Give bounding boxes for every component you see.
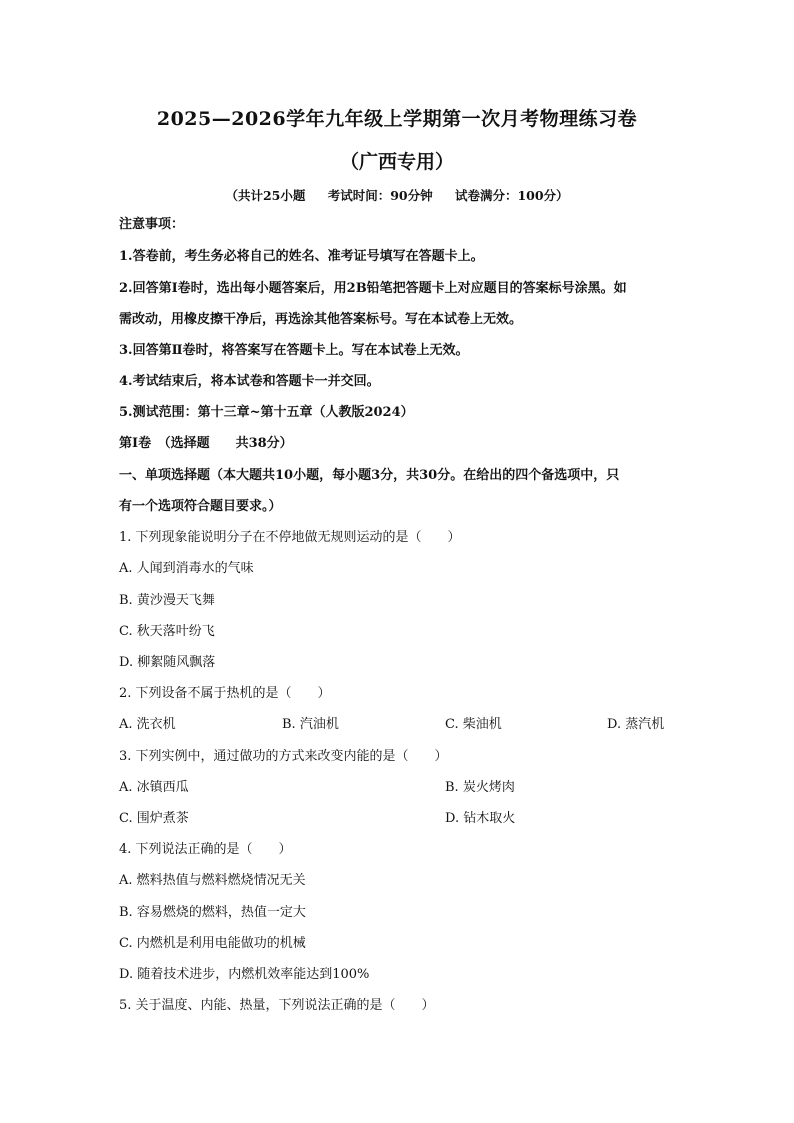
question-stem: 3. 下列实例中，通过做功的方式来改变内能的是（ ）: [119, 749, 448, 764]
notes-heading: 注意事项：: [119, 217, 185, 232]
option-b: B. 黄沙漫天飞舞: [119, 593, 215, 608]
option-c: C. 围炉煮茶: [119, 811, 189, 826]
option-a: A. 人闻到消毒水的气味: [119, 561, 254, 576]
note-item: 1.答卷前，考生务必将自己的姓名、准考证号填写在答题卡上。: [119, 249, 484, 264]
question-stem: 5. 关于温度、内能、热量，下列说法正确的是（ ）: [119, 998, 435, 1013]
question-stem: 4. 下列说法正确的是（ ）: [119, 842, 292, 857]
note-item: 4.考试结束后，将本试卷和答题卡一并交回。: [119, 374, 380, 389]
question-stem: 1. 下列现象能说明分子在不停地做无规则运动的是（ ）: [119, 530, 461, 545]
exam-meta: [0, 186, 794, 204]
note-item: 需改动，用橡皮擦干净后，再选涂其他答案标号。写在本试卷上无效。: [119, 312, 523, 327]
option-a: A. 冰镇西瓜: [119, 780, 189, 795]
note-item: 3.回答第Ⅱ卷时，将答案写在答题卡上。写在本试卷上无效。: [119, 343, 469, 358]
option-a: A. 洗衣机: [119, 717, 176, 732]
exam-title: 2025—2026学年九年级上学期第一次月考物理练习卷: [156, 108, 638, 130]
volume-heading: 第Ⅰ卷 （选择题 共38分）: [119, 436, 293, 451]
full-score: 试卷满分：100分）: [454, 188, 569, 203]
option-c: C. 内燃机是利用电能做功的机械: [119, 936, 306, 951]
option-d: D. 随着技术进步，内燃机效率能达到100%: [119, 967, 370, 982]
option-c: C. 柴油机: [445, 717, 502, 732]
question-count: （共计25小题: [225, 188, 306, 203]
question-stem: 2. 下列设备不属于热机的是（ ）: [119, 686, 331, 701]
option-b: B. 炭火烤肉: [445, 780, 515, 795]
option-d: D. 柳絮随风飘落: [119, 655, 216, 670]
note-item: 2.回答第Ⅰ卷时，选出每小题答案后，用2B铅笔把答题卡上对应题目的答案标号涂黑。如: [119, 281, 627, 296]
option-d: D. 蒸汽机: [607, 717, 665, 732]
note-item: 5.测试范围：第十三章~第十五章（人教版2024）: [119, 405, 414, 420]
option-b: B. 汽油机: [282, 717, 339, 732]
section-heading-continued: 有一个选项符合题目要求。）: [119, 499, 282, 514]
exam-duration: 考试时间：90分钟: [327, 188, 433, 203]
option-b: B. 容易燃烧的燃料，热值一定大: [119, 905, 306, 920]
option-a: A. 燃料热值与燃料燃烧情况无关: [119, 873, 306, 888]
option-d: D. 钻木取火: [445, 811, 516, 826]
section-heading: 一、单项选择题（本大题共10小题，每小题3分，共30分。在给出的四个备选项中，只: [119, 468, 620, 483]
exam-subtitle: （广西专用）: [339, 151, 454, 173]
option-c: C. 秋天落叶纷飞: [119, 624, 215, 639]
